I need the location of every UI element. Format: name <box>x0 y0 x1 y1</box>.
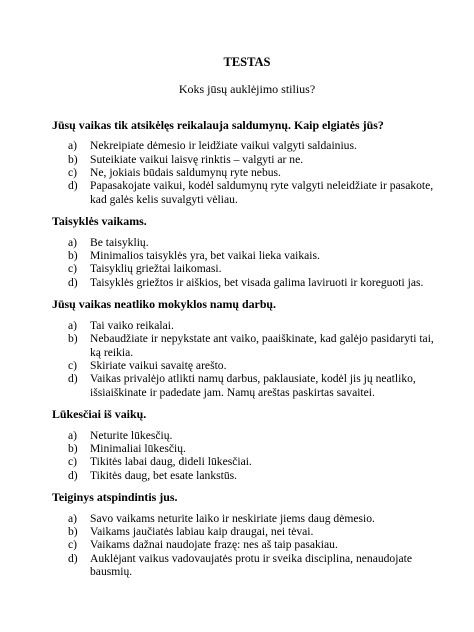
options-list-5 <box>52 512 434 579</box>
question-section-5 <box>52 491 434 578</box>
question-5: Teiginys atspindintis jus. <box>52 490 178 505</box>
option-text: Vaikams dažnai naudojate frazę: nes aš taip pasakiau. <box>90 538 338 552</box>
option-text: Tikitės labai daug, dideli lūkesčiai. <box>90 455 252 469</box>
option-text: Vaikams jaučiatės labiau kaip draugai, nei tėvai. <box>90 524 314 538</box>
option-text: Nekreipiate dėmesio ir leidžiate vaikui valgyti saldainius. <box>90 139 357 153</box>
question-3: Jūsų vaikas neatliko mokyklos namų darbų. <box>52 297 277 312</box>
test-subtitle: Koks jūsų auklėjimo stilius? <box>178 82 316 97</box>
option-text: Tai vaiko reikalai. <box>90 318 174 332</box>
option-3b <box>52 332 434 359</box>
question-section-3 <box>52 298 434 399</box>
option-2c <box>52 262 434 275</box>
option-text: Vaikas privalėjo atlikti namų darbus, paklausiate, kodėl jis jų neatliko, išsiaiškinate ir padedate jam. Namų areštas paskirtas savaitei. <box>90 372 416 399</box>
option-5c <box>52 538 434 551</box>
option-5d <box>52 552 434 579</box>
option-letter: c) <box>68 262 78 276</box>
option-text: Neturite lūkesčių. <box>90 428 173 442</box>
options-list-1 <box>52 139 434 206</box>
option-5b <box>52 525 434 538</box>
option-3d <box>52 372 434 399</box>
option-letter: a) <box>68 139 78 153</box>
option-letter: b) <box>68 441 78 455</box>
options-list-3 <box>52 319 434 399</box>
question-4: Lūkesčiai iš vaikų. <box>52 407 147 422</box>
question-section-4 <box>52 408 434 482</box>
option-text: Tikitės daug, bet esate lankstūs. <box>90 468 238 482</box>
option-letter: d) <box>68 468 78 482</box>
option-letter: a) <box>68 511 78 525</box>
option-text: Taisyklės griežtos ir aiškios, bet visada galima laviruoti ir koreguoti jas. <box>90 275 424 289</box>
option-text: Minimalios taisyklės yra, bet vaikai lieka vaikais. <box>90 249 320 263</box>
question-section-1 <box>52 119 434 206</box>
option-5a <box>52 512 434 525</box>
option-letter: c) <box>68 538 78 552</box>
option-letter: d) <box>68 372 78 386</box>
option-letter: c) <box>68 455 78 469</box>
question-1: Jūsų vaikas tik atsikėlęs reikalauja saldumynų. Kaip elgiatės jūs? <box>52 117 384 132</box>
option-4c <box>52 455 434 468</box>
option-1c <box>52 166 434 179</box>
option-3a <box>52 319 434 332</box>
options-list-4 <box>52 429 434 483</box>
question-2: Taisyklės vaikams. <box>52 214 147 229</box>
option-text: Papasakojate vaikui, kodėl saldumynų ryte valgyti neleidžiate ir pasakote, kad galės kelis suvalgyti vėliau. <box>90 179 434 206</box>
option-letter: a) <box>68 235 78 249</box>
option-letter: a) <box>68 428 78 442</box>
option-1b <box>52 153 434 166</box>
option-text: Savo vaikams neturite laiko ir neskiriate jiems daug dėmesio. <box>90 511 375 525</box>
option-3c <box>52 359 434 372</box>
option-letter: b) <box>68 152 78 166</box>
option-text: Skiriate vaikui savaitę arešto. <box>90 358 227 372</box>
option-text: Nebaudžiate ir nepykstate ant vaiko, paaiškinate, kad galėjo pasidaryti tai, ką reikia. <box>90 332 434 359</box>
option-letter: b) <box>68 524 78 538</box>
option-2b <box>52 249 434 262</box>
option-4d <box>52 469 434 482</box>
option-letter: b) <box>68 249 78 263</box>
option-text: Auklėjant vaikus vadovaujatės protu ir sveika disciplina, nenaudojate bausmių. <box>90 551 412 579</box>
option-letter: c) <box>68 166 78 180</box>
option-4b <box>52 442 434 455</box>
option-1d <box>52 179 434 206</box>
option-letter: a) <box>68 318 78 332</box>
option-text: Taisyklių griežtai laikomasi. <box>90 262 222 276</box>
option-text: Ne, jokiais būdais saldumynų ryte nebus. <box>90 166 281 180</box>
option-letter: b) <box>68 332 78 346</box>
test-title: TESTAS <box>223 55 271 69</box>
option-2a <box>52 236 434 249</box>
option-letter: d) <box>68 551 78 565</box>
option-letter: c) <box>68 358 78 372</box>
option-text: Be taisyklių. <box>90 235 149 249</box>
option-1a <box>52 139 434 152</box>
option-letter: d) <box>68 179 78 193</box>
question-section-2 <box>52 215 434 289</box>
option-letter: d) <box>68 275 78 289</box>
option-2d <box>52 276 434 289</box>
option-text: Suteikiate vaikui laisvę rinktis – valgyti ar ne. <box>90 152 304 166</box>
options-list-2 <box>52 236 434 290</box>
option-text: Minimaliai lūkesčių. <box>90 441 186 455</box>
option-4a <box>52 429 434 442</box>
